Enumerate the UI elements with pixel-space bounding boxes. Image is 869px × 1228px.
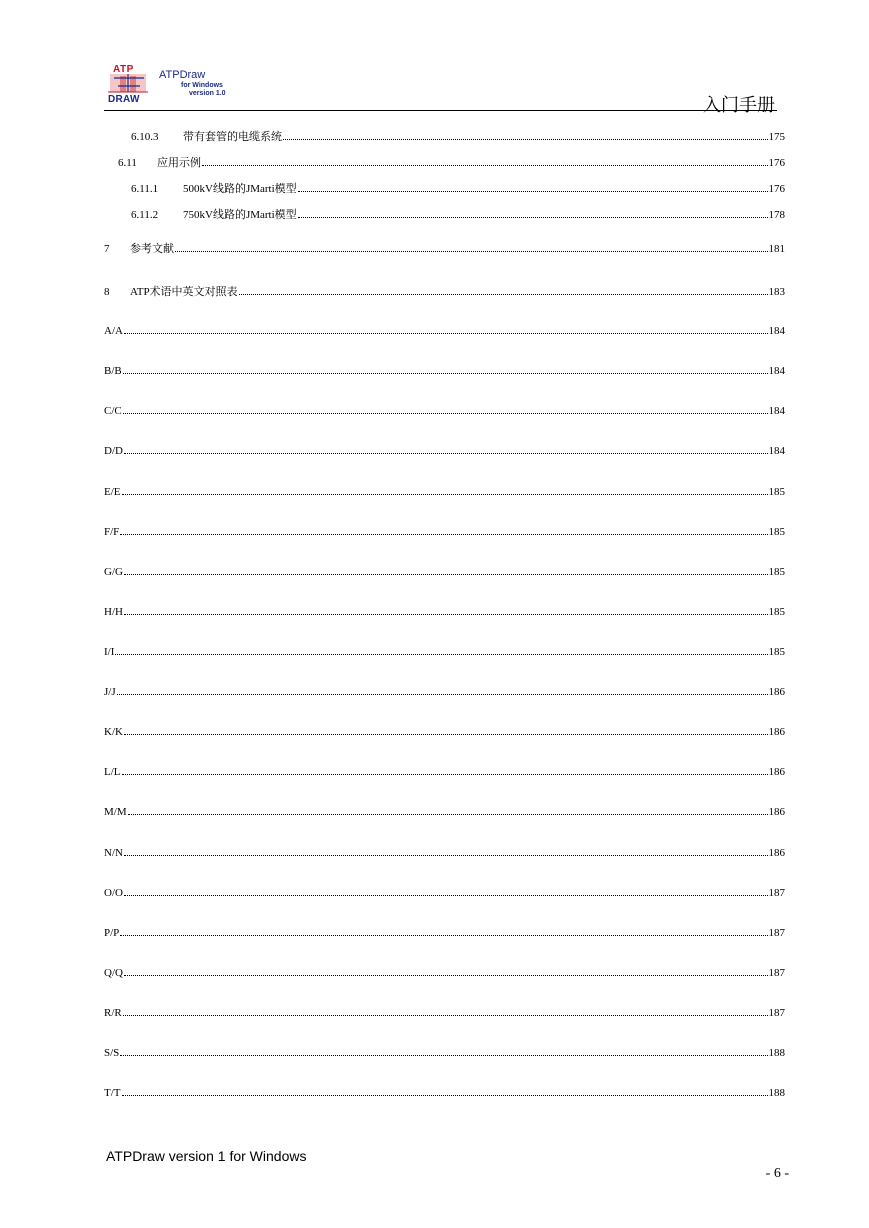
page-header-title: 入门手册 xyxy=(703,95,775,115)
toc-leader xyxy=(202,165,768,166)
toc-entry-page: 187 xyxy=(768,887,785,899)
toc-entry[interactable] xyxy=(104,405,785,419)
toc-entry-page: 186 xyxy=(768,726,785,738)
toc-entry[interactable] xyxy=(131,128,785,142)
toc-entry[interactable] xyxy=(104,726,785,740)
toc-leader xyxy=(175,251,768,252)
toc-entry[interactable] xyxy=(104,283,785,297)
toc-entry-number: 7 xyxy=(104,243,110,255)
toc-entry-page: 185 xyxy=(768,646,785,658)
toc-entry-title: J/J xyxy=(104,686,116,698)
toc-entry[interactable] xyxy=(104,927,785,941)
toc-entry[interactable] xyxy=(104,606,785,620)
toc-entry-title: ATP术语中英文对照表 xyxy=(130,286,238,298)
toc-entry-title: 750kV线路的JMarti模型 xyxy=(183,209,297,221)
toc-leader xyxy=(120,1055,767,1056)
toc-leader xyxy=(122,774,768,775)
toc-entry[interactable] xyxy=(104,686,785,700)
toc-leader xyxy=(120,935,767,936)
page-footer-title: ATPDraw version 1 for Windows xyxy=(106,1148,307,1164)
toc-entry-title: 应用示例 xyxy=(157,157,201,169)
toc-entry-title: B/B xyxy=(104,365,122,377)
toc-leader xyxy=(124,574,768,575)
toc-entry-title: 500kV线路的JMarti模型 xyxy=(183,183,297,195)
toc-entry-page: 176 xyxy=(768,157,785,169)
logo-subtitle-windows: for Windows xyxy=(181,82,223,89)
toc-entry[interactable] xyxy=(104,967,785,981)
toc-entry-title: I/I xyxy=(104,646,115,658)
toc-entry-title: R/R xyxy=(104,1007,122,1019)
toc-entry-page: 188 xyxy=(768,1047,785,1059)
toc-entry[interactable] xyxy=(104,325,785,339)
toc-leader xyxy=(117,694,768,695)
toc-entry[interactable] xyxy=(104,1087,785,1101)
toc-entry-title: E/E xyxy=(104,486,121,498)
toc-entry[interactable] xyxy=(104,365,785,379)
toc-entry-page: 184 xyxy=(768,365,785,377)
toc-entry-title: Q/Q xyxy=(104,967,123,979)
toc-entry-page: 185 xyxy=(768,566,785,578)
toc-entry-number: 6.11 xyxy=(118,157,137,169)
toc-entry-page: 186 xyxy=(768,686,785,698)
toc-leader xyxy=(123,413,768,414)
toc-entry-number: 6.11.1 xyxy=(131,183,159,195)
toc-entry[interactable] xyxy=(104,766,785,780)
toc-entry[interactable] xyxy=(104,240,785,254)
toc-leader xyxy=(123,1015,768,1016)
toc-entry[interactable] xyxy=(104,806,785,820)
logo-atp-text: ATP xyxy=(113,64,134,75)
toc-entry-title: H/H xyxy=(104,606,123,618)
toc-leader xyxy=(239,294,768,295)
toc-leader xyxy=(115,654,767,655)
toc-entry[interactable] xyxy=(104,486,785,500)
toc-entry[interactable] xyxy=(131,180,785,194)
toc-entry-page: 181 xyxy=(768,243,785,255)
toc-leader xyxy=(124,453,768,454)
toc-entry-page: 176 xyxy=(768,183,785,195)
toc-entry-title: 带有套管的电缆系统 xyxy=(183,131,282,143)
toc-entry-page: 185 xyxy=(768,486,785,498)
toc-entry-title: G/G xyxy=(104,566,123,578)
toc-entry-title: O/O xyxy=(104,887,123,899)
toc-entry-number: 8 xyxy=(104,286,110,298)
toc-leader xyxy=(128,814,768,815)
toc-entry-title: A/A xyxy=(104,325,123,337)
toc-entry-number: 6.10.3 xyxy=(131,131,159,143)
toc-leader xyxy=(124,734,768,735)
toc-entry-title: 参考文献 xyxy=(130,243,174,255)
toc-entry-page: 184 xyxy=(768,445,785,457)
toc-entry-title: M/M xyxy=(104,806,127,818)
toc-leader xyxy=(124,855,768,856)
toc-entry[interactable] xyxy=(131,206,785,220)
toc-entry[interactable] xyxy=(104,1047,785,1061)
toc-entry-page: 185 xyxy=(768,526,785,538)
toc-entry-page: 183 xyxy=(768,286,785,298)
toc-leader xyxy=(120,534,767,535)
toc-entry-page: 187 xyxy=(768,927,785,939)
logo-subtitle-version: version 1.0 xyxy=(189,90,226,97)
toc-entry-page: 185 xyxy=(768,606,785,618)
toc-entry-page: 187 xyxy=(768,1007,785,1019)
toc-entry-title: N/N xyxy=(104,847,123,859)
logo-draw-text: DRAW xyxy=(108,94,140,105)
toc-entry-page: 186 xyxy=(768,847,785,859)
toc-entry-page: 186 xyxy=(768,806,785,818)
logo-title: ATPDraw xyxy=(159,69,206,81)
toc-entry[interactable] xyxy=(104,566,785,580)
toc-entry-page: 175 xyxy=(768,131,785,143)
toc-entry-page: 186 xyxy=(768,766,785,778)
toc-entry-page: 184 xyxy=(768,325,785,337)
toc-entry-title: S/S xyxy=(104,1047,120,1059)
toc-entry-page: 187 xyxy=(768,967,785,979)
toc-entry-number: 6.11.2 xyxy=(131,209,159,221)
toc-entry-title: L/L xyxy=(104,766,121,778)
toc-entry-page: 188 xyxy=(768,1087,785,1099)
toc-leader xyxy=(124,333,768,334)
page-number: - 6 - xyxy=(765,1166,789,1181)
toc-entry-page: 178 xyxy=(768,209,785,221)
toc-entry-title: C/C xyxy=(104,405,122,417)
toc-entry[interactable] xyxy=(104,646,785,660)
toc-entry[interactable] xyxy=(104,526,785,540)
toc-leader xyxy=(124,895,768,896)
atpdraw-logo xyxy=(106,64,246,108)
toc-entry[interactable] xyxy=(118,154,785,168)
header-divider xyxy=(104,110,777,111)
toc-leader xyxy=(298,191,768,192)
toc-entry[interactable] xyxy=(104,445,785,459)
toc-leader xyxy=(122,494,768,495)
toc-entry[interactable] xyxy=(104,887,785,901)
toc-entry-title: D/D xyxy=(104,445,123,457)
toc-leader xyxy=(122,1095,768,1096)
toc-entry[interactable] xyxy=(104,847,785,861)
toc-entry-title: T/T xyxy=(104,1087,121,1099)
toc-leader xyxy=(298,217,768,218)
toc-leader xyxy=(124,614,768,615)
toc-leader xyxy=(124,975,768,976)
toc-leader xyxy=(283,139,768,140)
toc-entry-title: P/P xyxy=(104,927,120,939)
toc-entry-page: 184 xyxy=(768,405,785,417)
toc-entry-title: K/K xyxy=(104,726,123,738)
toc-leader xyxy=(123,373,768,374)
toc-entry-title: F/F xyxy=(104,526,120,538)
toc-entry[interactable] xyxy=(104,1007,785,1021)
